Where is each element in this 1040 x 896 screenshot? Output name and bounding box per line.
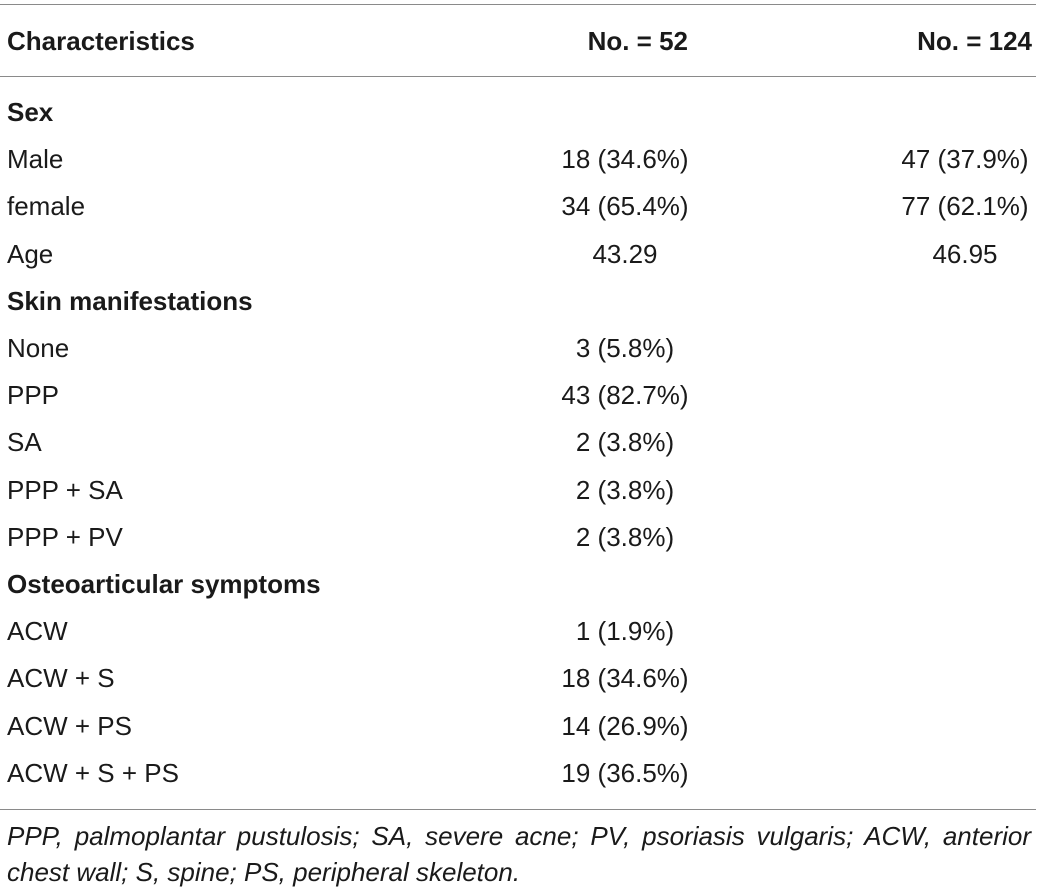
row-label: ACW <box>7 616 68 647</box>
row-label: ACW + PS <box>7 710 132 741</box>
table-row <box>0 325 1040 372</box>
row-label: None <box>7 333 70 363</box>
table-row <box>0 750 1040 797</box>
cell-group-124: 46.95 <box>932 238 998 269</box>
cell-group-52: 1 (1.9%) <box>575 616 675 647</box>
table-row <box>0 655 1040 702</box>
section-title: Sex <box>7 97 54 127</box>
cell-group-52: 14 (26.9%) <box>561 710 689 741</box>
table-row <box>0 183 1040 230</box>
table-row <box>0 608 1040 655</box>
row-label: PPP <box>7 380 60 411</box>
section-row <box>0 561 1040 608</box>
table-row <box>0 467 1040 514</box>
table-row <box>0 372 1040 419</box>
cell-group-124: 47 (37.9%) <box>901 144 1029 175</box>
cell-group-52: 43 (82.7%) <box>561 380 689 411</box>
row-label: PPP + SA <box>7 474 123 505</box>
row-label: female <box>7 191 86 222</box>
table-row <box>0 514 1040 561</box>
top-rule <box>0 4 1036 5</box>
cell-group-124: 77 (62.1%) <box>901 191 1029 222</box>
section-row <box>0 89 1040 136</box>
row-label: SA <box>7 427 42 458</box>
cell-group-52: 18 (34.6%) <box>561 663 689 694</box>
bottom-rule <box>0 809 1036 810</box>
row-label: PPP + PV <box>7 521 123 552</box>
cell-group-52: 43.29 <box>592 238 658 269</box>
table-footnote: PPP, palmoplantar pustulosis; SA, severe acne; PV, psoriasis vulgaris; ACW, anterior chest wall; S, spine; PS, peripheral skeleton. <box>7 821 1031 887</box>
table-row <box>0 703 1040 750</box>
cell-group-52: 18 (34.6%) <box>561 144 689 175</box>
cell-group-52: 34 (65.4%) <box>561 191 689 222</box>
cell-group-52: 3 (5.8%) <box>575 333 675 363</box>
header-characteristics: Characteristics <box>7 26 195 56</box>
header-group-52: No. = 52 <box>587 26 688 56</box>
header-rule <box>0 76 1036 77</box>
table-header <box>0 18 1040 65</box>
section-title: Osteoarticular symptoms <box>7 569 321 599</box>
table-row <box>0 136 1040 183</box>
cell-group-52: 19 (36.5%) <box>561 757 689 788</box>
table-row <box>0 419 1040 466</box>
header-group-124: No. = 124 <box>917 26 1032 56</box>
cell-group-52: 2 (3.8%) <box>575 474 675 505</box>
cell-group-52: 2 (3.8%) <box>575 427 675 458</box>
cell-group-52: 2 (3.8%) <box>575 521 675 552</box>
row-label: ACW + S <box>7 663 115 694</box>
row-label: Male <box>7 144 64 175</box>
row-label: ACW + S + PS <box>7 757 179 788</box>
section-title: Skin manifestations <box>7 285 253 316</box>
section-row <box>0 278 1040 325</box>
row-label: Age <box>7 238 54 269</box>
table-row <box>0 231 1040 278</box>
